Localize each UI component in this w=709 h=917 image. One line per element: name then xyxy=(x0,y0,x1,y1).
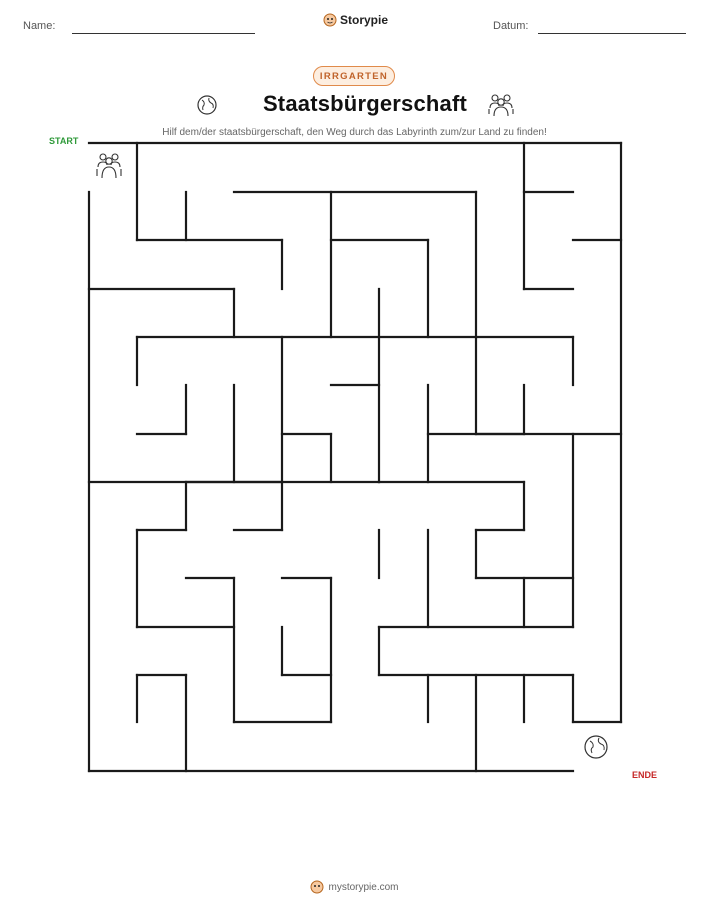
name-label: Name: xyxy=(23,20,56,32)
brand-name: Storypie xyxy=(340,13,389,27)
start-label: START xyxy=(49,136,79,146)
end-label: ENDE xyxy=(632,770,658,780)
globe-icon xyxy=(585,736,607,758)
date-label: Datum: xyxy=(493,20,529,32)
footer xyxy=(0,880,709,894)
maze-badge: IRRGARTEN xyxy=(313,66,395,86)
people-group-icon xyxy=(97,154,121,178)
instructions: Hilf dem/der staatsbürgerschaft, den Weg durch das Labyrinth zum/zur Land zu finden! xyxy=(162,127,547,138)
storypie-mascot-icon xyxy=(310,880,324,894)
footer-url[interactable]: mystorypie.com xyxy=(328,881,399,893)
page-title: Staatsbürgerschaft xyxy=(262,91,468,116)
